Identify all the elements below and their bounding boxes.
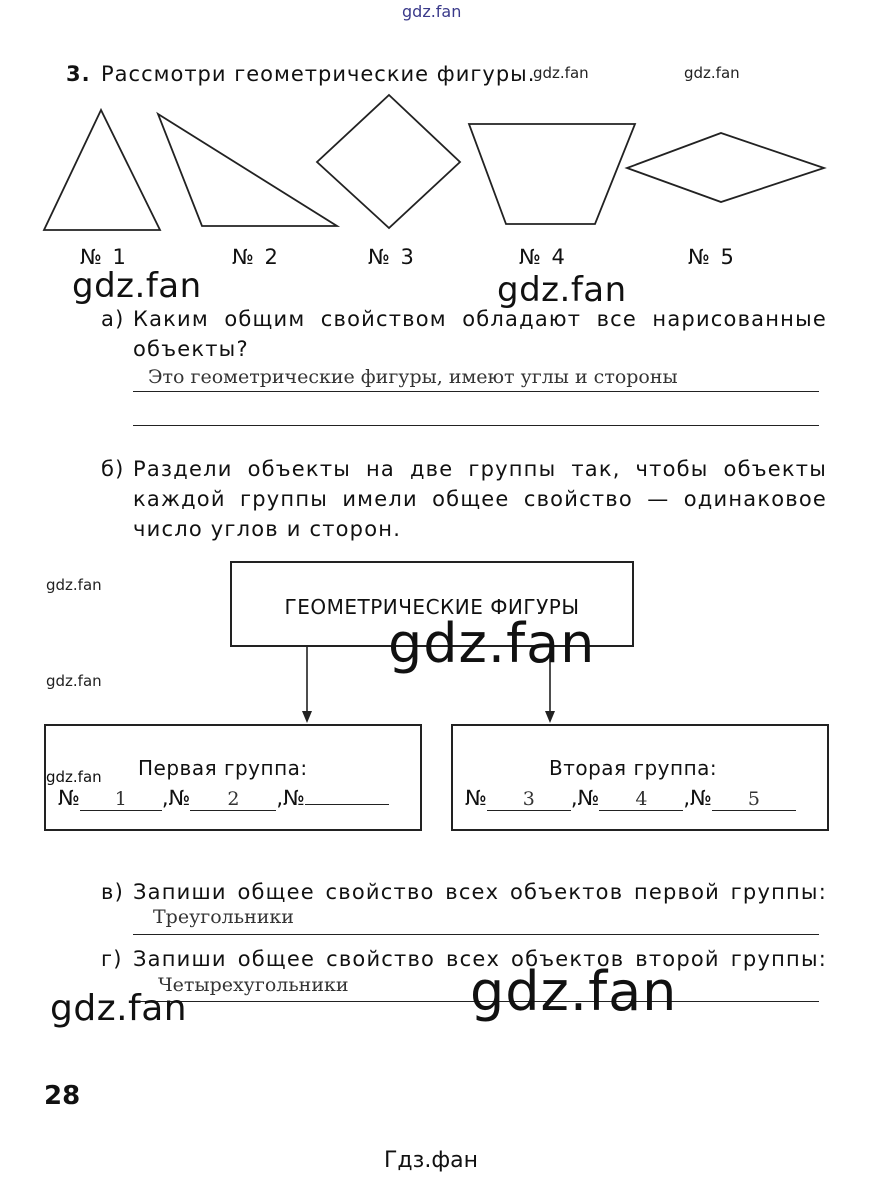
arrow-head-icon	[302, 711, 312, 723]
part-b-line3: число углов и сторон.	[133, 517, 402, 541]
watermark: gdz.fan	[402, 2, 462, 21]
shape-label-5: № 5	[688, 245, 736, 269]
group1-sep-prefix: ,№	[161, 786, 191, 810]
part-b-marker: б)	[101, 457, 125, 481]
group1-answer-3	[305, 804, 389, 805]
watermark: gdz.fan	[50, 988, 188, 1029]
task-number: 3.	[66, 62, 91, 86]
arrow-head-icon	[545, 711, 555, 723]
part-c-question: Запиши общее свойство всех объектов первой группы:	[133, 880, 827, 904]
watermark: gdz.fan	[497, 270, 627, 310]
group2-sep-prefix: ,№	[683, 786, 712, 810]
part-a-question-line2: объекты?	[133, 337, 249, 361]
part-d-answer: Четырехугольники	[158, 974, 349, 996]
footer-text: Гдз.фан	[384, 1148, 478, 1173]
shape-label-3: № 3	[368, 245, 416, 269]
part-c-marker: в)	[101, 880, 124, 904]
group2-box	[451, 724, 829, 831]
part-a-answer: Это геометрические фигуры, имеют углы и стороны	[148, 366, 678, 388]
part-a-question-line1: Каким общим свойством обладают все нарисованные	[133, 307, 827, 331]
group2-answer-2: 4	[599, 788, 683, 811]
group2-num-prefix: №	[465, 786, 487, 810]
answer-line	[133, 934, 819, 935]
group1-answer-2: 2	[190, 788, 276, 811]
group2-answer-1: 3	[487, 788, 571, 811]
part-d-question: Запиши общее свойство всех объектов второй группы:	[133, 947, 827, 971]
part-b-line2: каждой группы имели общее свойство — одинаковое	[133, 487, 827, 511]
task-title: Рассмотри геометрические фигуры.	[101, 62, 536, 86]
watermark: gdz.fan	[72, 266, 202, 306]
part-c-answer: Треугольники	[153, 906, 294, 928]
page-number: 28	[44, 1081, 81, 1111]
group2-sep-prefix: ,№	[570, 786, 600, 810]
watermark: gdz.fan	[533, 64, 589, 82]
group1-title: Первая группа:	[138, 756, 308, 780]
group1-sep-prefix: ,№	[276, 786, 305, 810]
watermark: gdz.fan	[684, 64, 740, 82]
group1-answer-1: 1	[80, 788, 162, 811]
watermark: gdz.fan	[388, 612, 596, 675]
watermark: gdz.fan	[46, 576, 102, 594]
part-a-marker: а)	[101, 307, 125, 331]
watermark: gdz.fan	[46, 768, 102, 786]
group1-fields	[58, 786, 389, 811]
part-b-line1: Раздели объекты на две группы так, чтобы объекты	[133, 457, 827, 481]
watermark: gdz.fan	[46, 672, 102, 690]
shape-label-2: № 2	[232, 245, 280, 269]
watermark: gdz.fan	[470, 960, 678, 1023]
shape-label-4: № 4	[519, 245, 567, 269]
shape-label-1: № 1	[80, 245, 128, 269]
group1-num-prefix: №	[58, 786, 80, 810]
diagram-root-label: ГЕОМЕТРИЧЕСКИЕ ФИГУРЫ	[284, 595, 580, 619]
part-d-marker: г)	[101, 947, 123, 971]
group2-answer-3: 5	[712, 788, 796, 811]
group2-title: Вторая группа:	[549, 756, 718, 780]
group2-fields	[465, 786, 796, 811]
